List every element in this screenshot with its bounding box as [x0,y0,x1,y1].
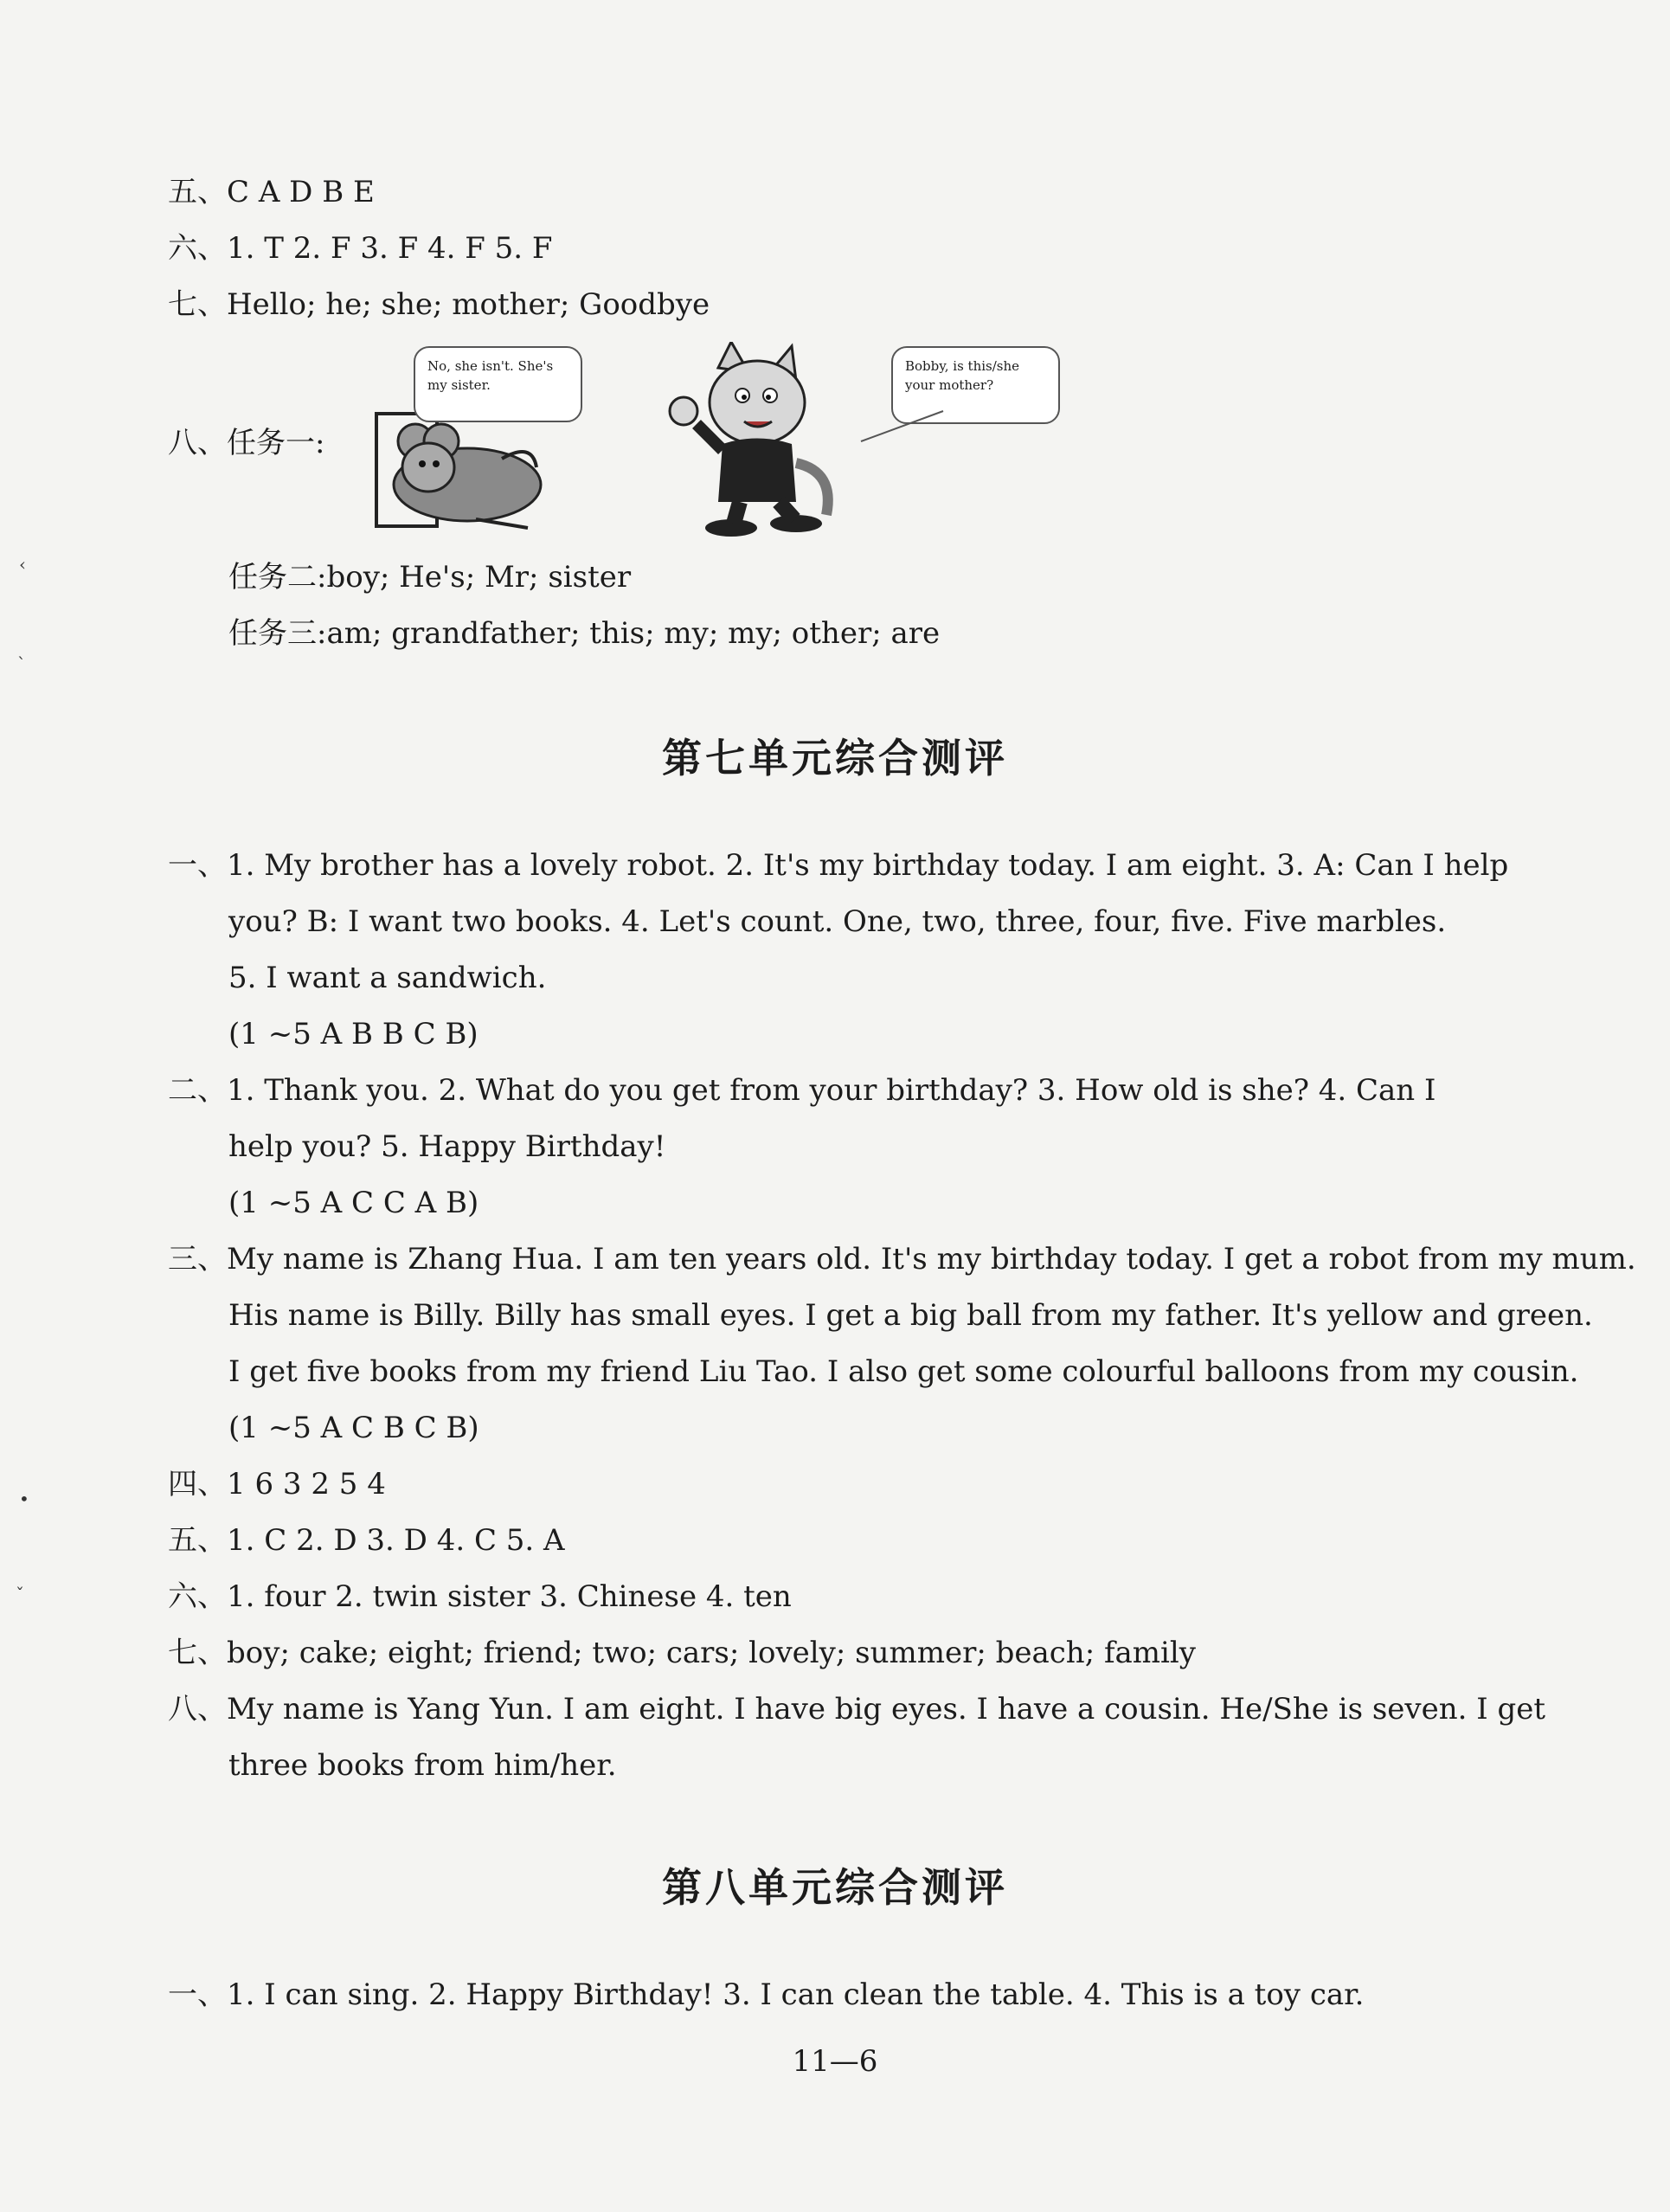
u7-q6: 六、1. four 2. twin sister 3. Chinese 4. ten [168,1579,792,1614]
right-speech-bubble: Bobby, is this/she your mother? [891,346,1060,424]
margin-mark: ‹ [19,554,26,575]
u7-q3-line2: His name is Billy. Billy has small eyes. I get a big ball from my father. It's yellow and green. [228,1298,1593,1333]
u7-q1-line2: you? B: I want two books. 4. Let's count. One, two, three, four, five. Five marbles. [228,904,1447,939]
u7-q3-line1: 三、My name is Zhang Hua. I am ten years old. It's my birthday today. I get a robot from my mum. [168,1242,1636,1276]
bubble-tail [857,407,960,450]
u7-q3-line3: I get five books from my friend Liu Tao. I also get some colourful balloons from my cousin. [228,1354,1579,1389]
u7-q4: 四、1 6 3 2 5 4 [168,1467,386,1501]
prev-q6: 六、1. T 2. F 3. F 4. F 5. F [168,231,553,266]
left-speech-bubble: No, she isn't. She's my sister. [414,346,582,422]
u7-q2-line2: help you? 5. Happy Birthday! [228,1129,666,1164]
u7-q1-line1: 一、1. My brother has a lovely robot. 2. It's my birthday today. I am eight. 3. A: Can I help [168,848,1509,883]
page-number: 11—6 [792,2044,878,2079]
unit7-title: 第七单元综合测评 [662,735,1008,781]
u7-q7: 七、boy; cake; eight; friend; two; cars; lovely; summer; beach; family [168,1636,1197,1670]
unit8-title: 第八单元综合测评 [662,1864,1008,1911]
prev-q7: 七、Hello; he; she; mother; Goodbye [168,287,710,322]
u8-q1-line1: 一、1. I can sing. 2. Happy Birthday! 3. I can clean the table. 4. This is a toy car. [168,1977,1365,2012]
u7-q2-answers: (1 ~5 A C C A B) [228,1186,479,1220]
prev-task3: 任务三:am; grandfather; this; my; my; other; are [228,616,941,651]
u7-q1-line3: 5. I want a sandwich. [228,961,547,995]
mouse-cartoon [372,407,545,537]
u7-q8-line2: three books from him/her. [228,1748,617,1783]
prev-q8-label: 八、任务一: [168,426,325,460]
prev-task2: 任务二:boy; He's; Mr; sister [228,560,632,595]
margin-mark: ` [17,653,26,674]
u7-q3-answers: (1 ~5 A C B C B) [228,1411,479,1445]
margin-mark: • [19,1489,29,1509]
cat-cartoon [666,342,848,541]
u7-q8-line1: 八、My name is Yang Yun. I am eight. I have big eyes. I have a cousin. He/She is seven. I get [168,1692,1546,1727]
margin-mark: ˇ [16,1584,24,1604]
u7-q2-line1: 二、1. Thank you. 2. What do you get from your birthday? 3. How old is she? 4. Can I [168,1073,1436,1108]
u7-q1-answers: (1 ~5 A B B C B) [228,1017,479,1051]
prev-q5: 五、C A D B E [168,175,375,209]
u7-q5: 五、1. C 2. D 3. D 4. C 5. A [168,1523,565,1558]
